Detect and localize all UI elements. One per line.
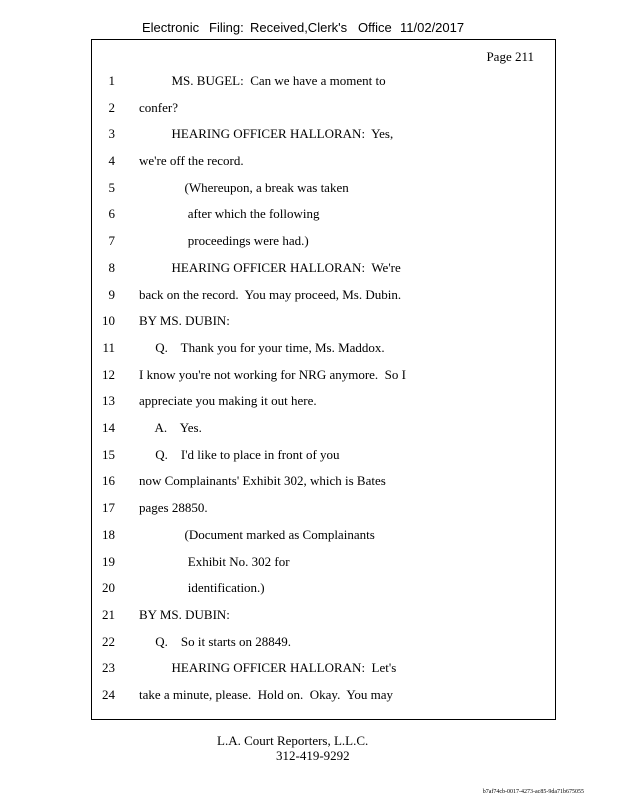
filing-stamp-word-1: Electronic [142, 20, 200, 35]
line-number: 10 [102, 313, 115, 328]
line-number: 18 [102, 527, 115, 542]
line-number: 13 [102, 393, 115, 408]
transcript-line [91, 602, 556, 628]
transcript-line [91, 95, 556, 121]
transcript-line [91, 495, 556, 521]
transcript-line [91, 415, 556, 441]
line-text: BY MS. DUBIN: [139, 313, 230, 328]
filing-stamp-date: 11/02/2017 [400, 20, 465, 35]
transcript-line [91, 228, 556, 254]
transcript-line [91, 442, 556, 468]
transcript-line [91, 655, 556, 681]
line-text: A. Yes. [139, 420, 202, 435]
transcript-line [91, 629, 556, 655]
line-number: 8 [108, 260, 115, 275]
line-number: 6 [108, 206, 115, 221]
line-text: (Whereupon, a break was taken [139, 180, 349, 195]
line-number: 2 [108, 100, 115, 115]
line-number: 22 [102, 634, 115, 649]
line-text: Q. So it starts on 28849. [139, 634, 292, 649]
line-number: 21 [102, 607, 115, 622]
line-number: 23 [102, 660, 115, 675]
transcript-line [91, 148, 556, 174]
line-number: 3 [108, 126, 115, 141]
line-text: HEARING OFFICER HALLORAN: Let's [139, 660, 397, 675]
transcript-line [91, 388, 556, 414]
line-text: pages 28850. [139, 500, 208, 515]
line-number: 16 [102, 473, 115, 488]
transcript-line [91, 68, 556, 94]
line-number: 24 [102, 687, 115, 702]
reporter-company: L.A. Court Reporters, L.L.C. [217, 733, 369, 748]
line-text: now Complainants' Exhibit 302, which is Bates [139, 473, 386, 488]
line-text: I know you're not working for NRG anymore. So I [139, 367, 406, 382]
transcript-line [91, 522, 556, 548]
transcript-line [91, 175, 556, 201]
page-number: Page 211 [486, 49, 534, 64]
line-text: Q. I'd like to place in front of you [139, 447, 340, 462]
filing-stamp-word-4: Office [358, 20, 392, 35]
line-number: 9 [108, 287, 115, 302]
line-text: after which the following [139, 206, 320, 221]
transcript-line [91, 362, 556, 388]
transcript-line [91, 335, 556, 361]
transcript-line [91, 308, 556, 334]
line-text: appreciate you making it out here. [139, 393, 317, 408]
line-text: we're off the record. [139, 153, 244, 168]
transcript-line [91, 255, 556, 281]
line-number: 1 [108, 73, 115, 88]
line-number: 19 [102, 554, 115, 569]
filing-stamp-word-3: Received,Clerk's [250, 20, 348, 35]
transcript-line [91, 682, 556, 708]
reporter-phone: 312-419-9292 [276, 748, 350, 763]
line-number: 20 [102, 580, 115, 595]
transcript-line [91, 201, 556, 227]
line-text: MS. BUGEL: Can we have a moment to [139, 73, 386, 88]
line-number: 15 [102, 447, 115, 462]
line-text: HEARING OFFICER HALLORAN: Yes, [139, 126, 394, 141]
line-number: 11 [102, 340, 115, 355]
line-text: Exhibit No. 302 for [139, 554, 290, 569]
transcript-line [91, 575, 556, 601]
transcript-line [91, 282, 556, 308]
line-text: take a minute, please. Hold on. Okay. You may [139, 687, 394, 702]
transcript-line [91, 468, 556, 494]
line-number: 17 [102, 500, 115, 515]
filing-stamp-header [142, 19, 472, 37]
line-text: (Document marked as Complainants [139, 527, 375, 542]
line-text: identification.) [139, 580, 265, 595]
document-id: b7af74cb-0017-4273-ac85-9da71b675055 [482, 789, 584, 795]
line-number: 7 [108, 233, 115, 248]
line-number: 14 [102, 420, 115, 435]
line-text: back on the record. You may proceed, Ms. Dubin. [139, 287, 402, 302]
line-text: Q. Thank you for your time, Ms. Maddox. [139, 340, 385, 355]
line-text: HEARING OFFICER HALLORAN: We're [139, 260, 401, 275]
line-text: confer? [139, 100, 178, 115]
filing-stamp-word-2: Filing: [209, 20, 244, 35]
transcript-line [91, 549, 556, 575]
line-text: BY MS. DUBIN: [139, 607, 230, 622]
line-number: 4 [108, 153, 115, 168]
transcript-line [91, 121, 556, 147]
line-number: 5 [108, 180, 115, 195]
line-text: proceedings were had.) [139, 233, 309, 248]
line-number: 12 [102, 367, 115, 382]
